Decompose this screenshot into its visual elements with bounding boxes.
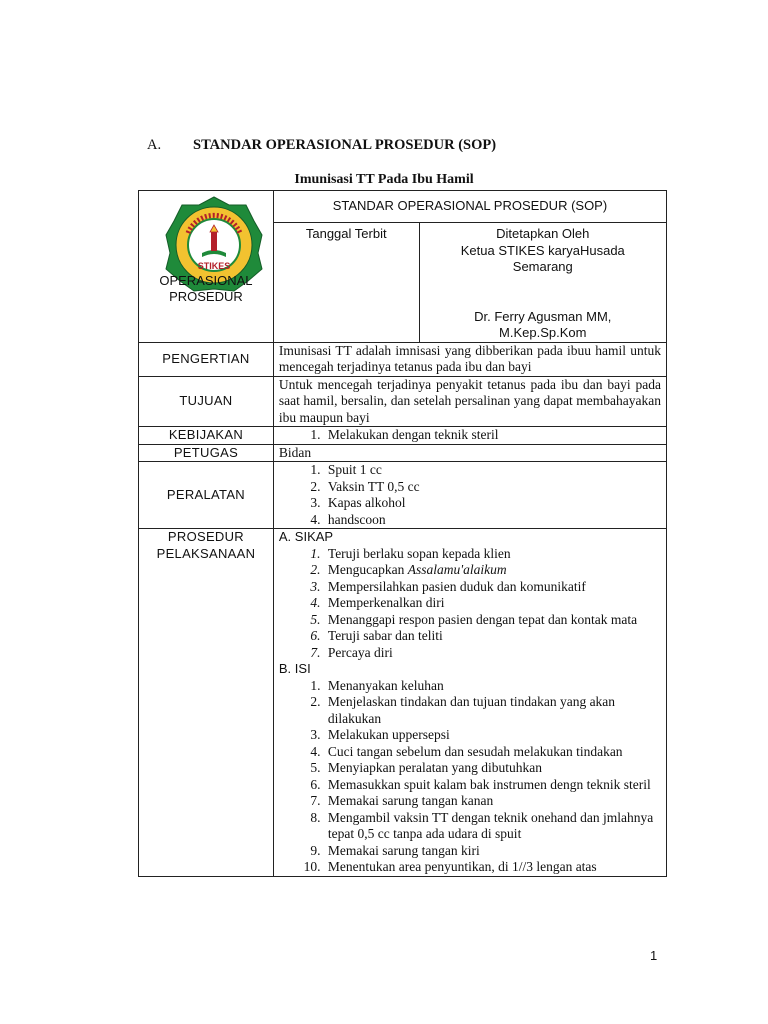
list-item: 6. Memasukkan spuit kalam bak instrumen dengn teknik steril: [324, 777, 661, 794]
kebijakan-cell: [273, 427, 666, 445]
peralatan-cell: [273, 462, 666, 529]
list-item: 4. Cuci tangan sebelum dan sesudah melakukan tindakan: [324, 744, 661, 761]
section-heading: [147, 137, 496, 154]
sikap-title: A. SIKAP: [278, 529, 334, 544]
list-item: [324, 562, 661, 579]
list-item: 5. Menyiapkan peralatan yang dibutuhkan: [324, 760, 661, 777]
peralatan-label: PERALATAN: [139, 462, 274, 529]
list-item: 4. Memperkenalkan diri: [324, 595, 661, 612]
list-item: 9. Memakai sarung tangan kiri: [324, 843, 661, 860]
page-number: 1: [650, 948, 658, 963]
list-item: 5. Menanggapi respon pasien dengan tepat dan kontak mata: [324, 612, 661, 629]
petugas-label: PETUGAS: [139, 444, 274, 462]
document-subtitle: Imunisasi TT Pada Ibu Hamil: [294, 172, 474, 187]
prosedur-cell: [273, 529, 666, 877]
tujuan-label: TUJUAN: [139, 376, 274, 427]
tanggal-terbit-cell: Tanggal Terbit: [273, 223, 419, 343]
list-item: 3. Kapas alkohol: [324, 495, 661, 512]
ketua-label: Ketua STIKES karyaHusada: [460, 242, 625, 258]
isi-title: B. ISI: [278, 661, 311, 676]
list-item: 1. Spuit 1 cc: [324, 462, 661, 479]
logo-caption: [139, 273, 273, 305]
isi-list: [279, 678, 661, 876]
prosedur-label-line-1: PROSEDUR: [167, 529, 244, 544]
pengertian-text: Imunisasi TT adalah imnisasi yang dibberikan pada ibuu hamil untuk mencegah terjadinya tetanus pada ibu dan bayi: [273, 342, 666, 376]
list-item: 2. Vaksin TT 0,5 cc: [324, 479, 661, 496]
ditetapkan-label: Ditetapkan Oleh: [496, 226, 590, 241]
sikap-list: [279, 546, 661, 662]
kebijakan-label: KEBIJAKAN: [139, 427, 274, 445]
sop-table: [138, 190, 667, 877]
petugas-text: Bidan: [273, 444, 666, 462]
caption-line-2: PROSEDUR: [169, 289, 243, 304]
list-item: 3. Melakukan uppersepsi: [324, 727, 661, 744]
prosedur-label-line-2: PELAKSANAAN: [156, 545, 256, 561]
kebijakan-list: [279, 427, 661, 444]
list-item: 1. Melakukan dengan teknik steril: [324, 427, 661, 444]
section-letter: A.: [147, 137, 162, 153]
peralatan-list: [279, 462, 661, 528]
logo-cell: [139, 191, 274, 343]
section-title: STANDAR OPERASIONAL PROSEDUR (SOP): [193, 137, 497, 153]
prosedur-label: [139, 529, 274, 877]
caption-line-1: OPERASIONAL: [159, 273, 253, 288]
logo-text: STIKES: [197, 261, 231, 271]
kota-label: Semarang: [512, 259, 573, 274]
list-item: 4. handscoon: [324, 512, 661, 529]
list-item-text: Mengucapkan: [327, 562, 408, 577]
ditetapkan-cell: [419, 223, 666, 343]
list-item: 10. Menentukan area penyuntikan, di 1//3 lengan atas: [324, 859, 661, 876]
list-item: 2. Menjelaskan tindakan dan tujuan tindakan yang akan dilakukan: [324, 694, 661, 727]
list-item: 1. Teruji berlaku sopan kepada klien: [324, 546, 661, 563]
list-item: 8. Mengambil vaksin TT dengan teknik onehand dan jmlahnya tepat 0,5 cc tanpa ada udara di spuit: [324, 810, 661, 843]
salam-text: Assalamu'alaikum: [407, 562, 507, 577]
list-item: 3. Mempersilahkan pasien duduk dan komunikatif: [324, 579, 661, 596]
list-item: 1. Menanyakan keluhan: [324, 678, 661, 695]
list-item: 7. Percaya diri: [324, 645, 661, 662]
penetap-title: M.Kep.Sp.Kom: [499, 325, 587, 340]
pengertian-label: PENGERTIAN: [139, 342, 274, 376]
list-item: 7. Memakai sarung tangan kanan: [324, 793, 661, 810]
tujuan-text: Untuk mencegah terjadinya penyakit tetanus pada ibu dan bayi pada saat hamil, bersalin, dan setelah persalinan yang dapat membahayakan ibu maupun bayi: [273, 376, 666, 427]
penetap-name: Dr. Ferry Agusman MM,: [474, 308, 612, 324]
list-item: 6. Teruji sabar dan teliti: [324, 628, 661, 645]
sop-title-cell: STANDAR OPERASIONAL PROSEDUR (SOP): [273, 191, 666, 223]
